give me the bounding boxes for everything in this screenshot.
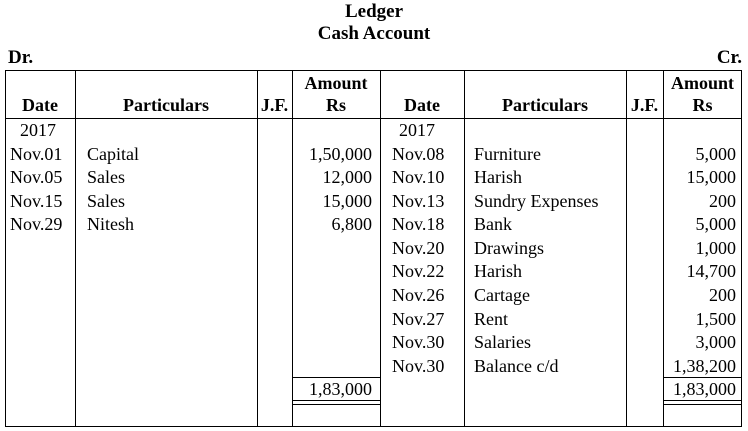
debit-amount: 1,50,000 — [309, 144, 372, 164]
ledger-table — [5, 70, 742, 427]
credit-label: Cr. — [716, 47, 742, 68]
debit-particulars: Nitesh — [87, 214, 134, 234]
column-divider — [257, 70, 258, 427]
credit-total-double-rule — [663, 404, 742, 405]
debit-particulars-header: Particulars — [123, 95, 209, 115]
debit-year: 2017 — [20, 120, 56, 140]
ledger-title: Ledger — [344, 1, 404, 22]
credit-particulars: Harish — [474, 261, 522, 281]
credit-date: Nov.27 — [392, 309, 445, 329]
debit-date: Nov.05 — [10, 167, 63, 187]
credit-particulars: Sundry Expenses — [474, 191, 599, 211]
column-divider — [380, 70, 381, 427]
credit-amount: 1,500 — [695, 309, 736, 329]
credit-amount: 200 — [709, 285, 736, 305]
credit-particulars: Harish — [474, 167, 522, 187]
credit-particulars: Salaries — [474, 332, 531, 352]
credit-date-header: Date — [404, 95, 440, 115]
debit-jf-header: J.F. — [260, 95, 289, 115]
debit-date: Nov.15 — [10, 191, 63, 211]
debit-amount-header: Amount — [304, 73, 368, 93]
column-divider — [626, 70, 627, 427]
credit-date: Nov.18 — [392, 214, 445, 234]
account-title: Cash Account — [317, 23, 431, 44]
credit-amount: 1,38,200 — [673, 356, 736, 376]
credit-date: Nov.10 — [392, 167, 445, 187]
debit-particulars: Sales — [87, 191, 125, 211]
debit-amount: 6,800 — [331, 214, 372, 234]
credit-total: 1,83,000 — [673, 379, 736, 399]
credit-amount-unit: Rs — [692, 95, 713, 115]
debit-date: Nov.01 — [10, 144, 63, 164]
debit-particulars: Capital — [87, 144, 139, 164]
column-divider — [292, 70, 293, 427]
debit-amount: 15,000 — [322, 191, 372, 211]
header-divider — [5, 118, 742, 119]
credit-date: Nov.13 — [392, 191, 445, 211]
credit-amount: 5,000 — [695, 214, 736, 234]
credit-particulars: Drawings — [474, 238, 544, 258]
column-divider — [464, 70, 465, 427]
credit-date: Nov.08 — [392, 144, 445, 164]
column-divider — [75, 70, 76, 427]
debit-amount: 12,000 — [322, 167, 372, 187]
debit-total: 1,83,000 — [309, 379, 372, 399]
credit-particulars: Furniture — [474, 144, 541, 164]
credit-particulars: Cartage — [474, 285, 530, 305]
credit-amount: 3,000 — [695, 332, 736, 352]
debit-total-double-rule — [292, 404, 380, 405]
credit-date: Nov.30 — [392, 356, 445, 376]
credit-jf-header: J.F. — [630, 95, 659, 115]
debit-label: Dr. — [8, 47, 34, 68]
credit-particulars: Bank — [474, 214, 512, 234]
credit-amount-header: Amount — [670, 73, 734, 93]
credit-particulars-header: Particulars — [502, 95, 588, 115]
credit-date: Nov.30 — [392, 332, 445, 352]
credit-amount: 1,000 — [695, 238, 736, 258]
credit-amount: 5,000 — [695, 144, 736, 164]
credit-amount: 14,700 — [686, 261, 736, 281]
debit-amount-unit: Rs — [325, 95, 346, 115]
credit-particulars: Balance c/d — [474, 356, 559, 376]
debit-particulars: Sales — [87, 167, 125, 187]
credit-amount: 200 — [709, 191, 736, 211]
credit-year: 2017 — [399, 120, 435, 140]
credit-amount: 15,000 — [686, 167, 736, 187]
credit-date: Nov.20 — [392, 238, 445, 258]
credit-particulars: Rent — [474, 309, 508, 329]
credit-date: Nov.26 — [392, 285, 445, 305]
credit-date: Nov.22 — [392, 261, 445, 281]
debit-date: Nov.29 — [10, 214, 63, 234]
debit-date-header: Date — [22, 95, 58, 115]
